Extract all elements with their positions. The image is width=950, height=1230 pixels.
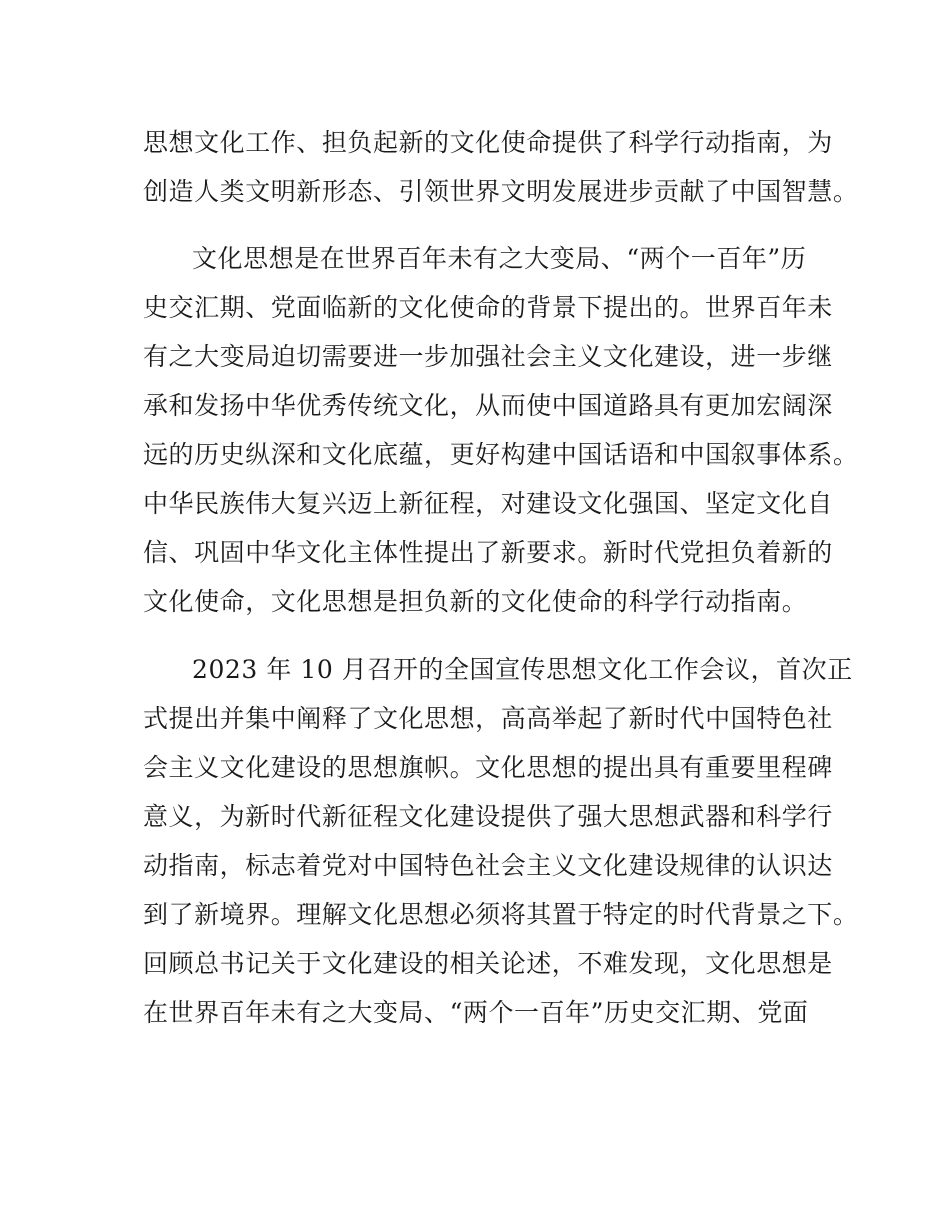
text-line: 中华民族伟大复兴迈上新征程，对建设文化强国、坚定文化自 bbox=[143, 489, 833, 518]
text-line: 会主义文化建设的思想旗帜。文化思想的提出具有重要里程碑 bbox=[143, 753, 833, 782]
text-line: 有之大变局迫切需要进一步加强社会主义文化建设，进一步继 bbox=[143, 342, 833, 371]
text-line: 到了新境界。理解文化思想必须将其置于特定的时代背景之下。 bbox=[143, 900, 859, 929]
text-line: 远的历史纵深和文化底蕴，更好构建中国话语和中国叙事体系。 bbox=[143, 440, 859, 469]
text-line: 创造人类文明新形态、引领世界文明发展进步贡献了中国智慧。 bbox=[143, 177, 859, 206]
text-line: 2023 年 10 月召开的全国宣传思想文化工作会议，首次正 bbox=[192, 655, 853, 684]
text-line: 思想文化工作、担负起新的文化使命提供了科学行动指南，为 bbox=[143, 128, 833, 157]
text-line: 式提出并集中阐释了文化思想，高高举起了新时代中国特色社 bbox=[143, 704, 833, 733]
text-line: 意义，为新时代新征程文化建设提供了强大思想武器和科学行 bbox=[143, 802, 833, 831]
text-line: 文化使命，文化思想是担负新的文化使命的科学行动指南。 bbox=[143, 587, 808, 616]
text-line: 信、巩固中华文化主体性提出了新要求。新时代党担负着新的 bbox=[143, 538, 833, 567]
text-line: 在世界百年未有之大变局、“两个一百年”历史交汇期、党面 bbox=[143, 998, 809, 1027]
text-line: 回顾总书记关于文化建设的相关论述，不难发现，文化思想是 bbox=[143, 949, 833, 978]
text-line: 动指南，标志着党对中国特色社会主义文化建设规律的认识达 bbox=[143, 851, 833, 880]
text-line: 文化思想是在世界百年未有之大变局、“两个一百年”历 bbox=[192, 244, 807, 273]
text-line: 史交汇期、党面临新的文化使命的背景下提出的。世界百年未 bbox=[143, 293, 833, 322]
text-line: 承和发扬中华优秀传统文化，从而使中国道路具有更加宏阔深 bbox=[143, 391, 833, 420]
